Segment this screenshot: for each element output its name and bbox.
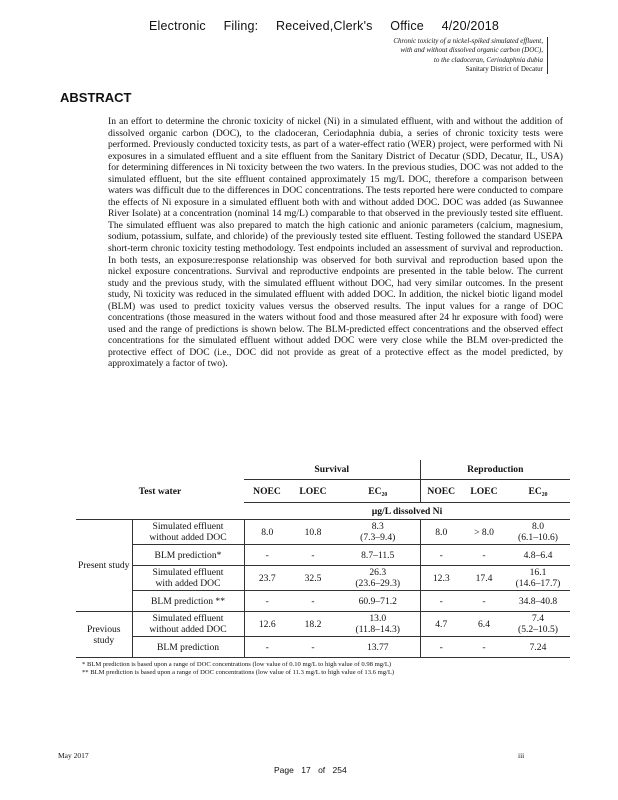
stamp-received: Received,Clerk's — [276, 19, 373, 33]
col-header: EC₂₀ — [336, 480, 420, 503]
value-cell: 12.6 — [244, 612, 290, 637]
water-cell: Simulated effluent without added DOC — [132, 520, 244, 545]
water-cell: Simulated effluent with added DOC — [132, 566, 244, 591]
stamp-office: Office — [390, 19, 424, 33]
col-header: EC₂₀ — [506, 480, 570, 503]
value-cell: 8.0 — [420, 520, 462, 545]
survival-header: Survival — [244, 460, 420, 480]
value-cell: 18.2 — [290, 612, 336, 637]
footer-roman-page: iii — [518, 751, 525, 760]
value-cell: 16.1 (14.6–17.7) — [506, 566, 570, 591]
table-row — [76, 612, 570, 637]
filing-stamp — [149, 19, 513, 33]
table-row — [76, 520, 570, 545]
units-header: µg/L dissolved Ni — [244, 503, 570, 520]
col-header: NOEC — [420, 480, 462, 503]
table-row — [76, 637, 570, 658]
value-cell: 17.4 — [462, 566, 506, 591]
value-cell: 7.24 — [506, 637, 570, 658]
page-number: Page 17 of 254 — [274, 765, 347, 775]
table-row — [76, 591, 570, 612]
value-cell: 13.77 — [336, 637, 420, 658]
col-header: LOEC — [462, 480, 506, 503]
value-cell: 12.3 — [420, 566, 462, 591]
value-cell: 4.7 — [420, 612, 462, 637]
value-cell: - — [420, 637, 462, 658]
value-cell: - — [290, 637, 336, 658]
running-head-org: Sanitary District of Decatur — [465, 64, 543, 73]
value-cell: - — [290, 545, 336, 566]
value-cell: 10.8 — [290, 520, 336, 545]
water-cell: BLM prediction ** — [132, 591, 244, 612]
table-note: * BLM prediction is based upon a range of DOC concentrations (low value of 0.10 mg/L to high value of 0.98 mg/L) — [82, 661, 392, 668]
value-cell: 34.8–40.8 — [506, 591, 570, 612]
value-cell: - — [244, 591, 290, 612]
value-cell: - — [462, 591, 506, 612]
running-head-line: with and without dissolved organic carbon (DOC), — [400, 46, 543, 55]
value-cell: 8.7–11.5 — [336, 545, 420, 566]
abstract-body: In an effort to determine the chronic toxicity of nickel (Ni) in a simulated effluent, with and without the addition of dissolved organic carbon (DOC), to the cladoceran, Ceriodaphnia dubia, a series of chronic toxicity tests were performed. Previously conducted toxicity tests, as part of a water-effect ratio (WER) project, were performed with Ni exposures in a simulated effluent and a site effluent from the Sanitary District of Decatur (SDD, Decatur, IL, USA) for determining differences in Ni toxicity between the two waters. In the previous studies, DOC was not added to the simulated effluent, but the site effluent contained approximately 15 mg/L DOC, therefore a comparison between waters was difficult due to the differences in DOC concentrations. The tests reported here were conducted to compare the effects of Ni exposure in a simulated effluent both with and without added DOC. DOC was added (as Suwannee River Isolate) at a concentration (nominal 14 mg/L) comparable to that observed in the previously tested site effluent. The simulated effluent was also prepared to match the high cationic and anionic parameters (calcium, magnesium, sodium, potassium, sulfate, and chloride) of the previously tested site effluent. Testing followed the standard USEPA short-term chronic toxicity testing methodology. Test endpoints included an assessment of survival and reproduction. In both tests, an exposure:response relationship was observed for both survival and reproduction based upon the nickel exposure concentrations. Survival and reproductive endpoints are presented in the table below. The current study and the previous study, with the simulated effluent without DOC, had very similar outcomes. In the present study, Ni toxicity was reduced in the simulated effluent with added DOC. In addition, the nickel biotic ligand model (BLM) was used to predict toxicity values versus the observed results. The input values for a range of DOC concentrations (those measured in the waters without food and those measured after 24 hr exposure with food) were used and the range of predictions is shown below. The BLM-predicted effect concentrations and the observed effect concentrations for the simulated effluent without added DOC were very close while the BLM over-predicted the protective effect of DOC (i.e., DOC did not provide as great of a protective effect as the model predicted, by approximately a factor of two). — [108, 116, 563, 370]
value-cell: - — [244, 637, 290, 658]
footer-date: May 2017 — [58, 751, 89, 760]
value-cell: 8.0 (6.1–10.6) — [506, 520, 570, 545]
value-cell: - — [290, 591, 336, 612]
value-cell: - — [420, 591, 462, 612]
col-header: NOEC — [244, 480, 290, 503]
value-cell: 8.3 (7.3–9.4) — [336, 520, 420, 545]
value-cell: - — [420, 545, 462, 566]
value-cell: 7.4 (5.2–10.5) — [506, 612, 570, 637]
value-cell: 23.7 — [244, 566, 290, 591]
water-cell: Simulated effluent without added DOC — [132, 612, 244, 637]
value-cell: 8.0 — [244, 520, 290, 545]
value-cell: - — [244, 545, 290, 566]
water-cell: BLM prediction* — [132, 545, 244, 566]
table-note: ** BLM prediction is based upon a range of DOC concentrations (low value of 11.3 mg/L to high value of 13.6 mg/L) — [82, 669, 395, 677]
reproduction-header: Reproduction — [467, 464, 524, 475]
table-row — [76, 545, 570, 566]
value-cell: > 8.0 — [462, 520, 506, 545]
stamp-date: 4/20/2018 — [441, 19, 500, 33]
group-label: Present study — [76, 520, 132, 612]
test-water-header: Test water — [138, 485, 182, 497]
water-cell: BLM prediction — [132, 637, 244, 658]
value-cell: - — [462, 545, 506, 566]
col-header: LOEC — [290, 480, 336, 503]
table-notes — [82, 661, 394, 678]
running-head — [393, 37, 548, 74]
results-table — [76, 460, 570, 658]
value-cell: - — [462, 637, 506, 658]
abstract-heading: ABSTRACT — [60, 90, 132, 105]
value-cell: 60.9–71.2 — [336, 591, 420, 612]
value-cell: 13.0 (11.8–14.3) — [336, 612, 420, 637]
running-head-line: to the cladoceran, Ceriodaphnia dubia — [433, 55, 543, 64]
stamp-filing: Filing: — [223, 19, 259, 33]
value-cell: 6.4 — [462, 612, 506, 637]
running-head-line: Chronic toxicity of a nickel-spiked simulated effluent, — [393, 37, 543, 45]
value-cell: 4.8–6.4 — [506, 545, 570, 566]
group-label: Previous study — [76, 612, 132, 658]
stamp-electronic: Electronic — [149, 19, 206, 33]
value-cell: 32.5 — [290, 566, 336, 591]
value-cell: 26.3 (23.6–29.3) — [336, 566, 420, 591]
table-row — [76, 566, 570, 591]
